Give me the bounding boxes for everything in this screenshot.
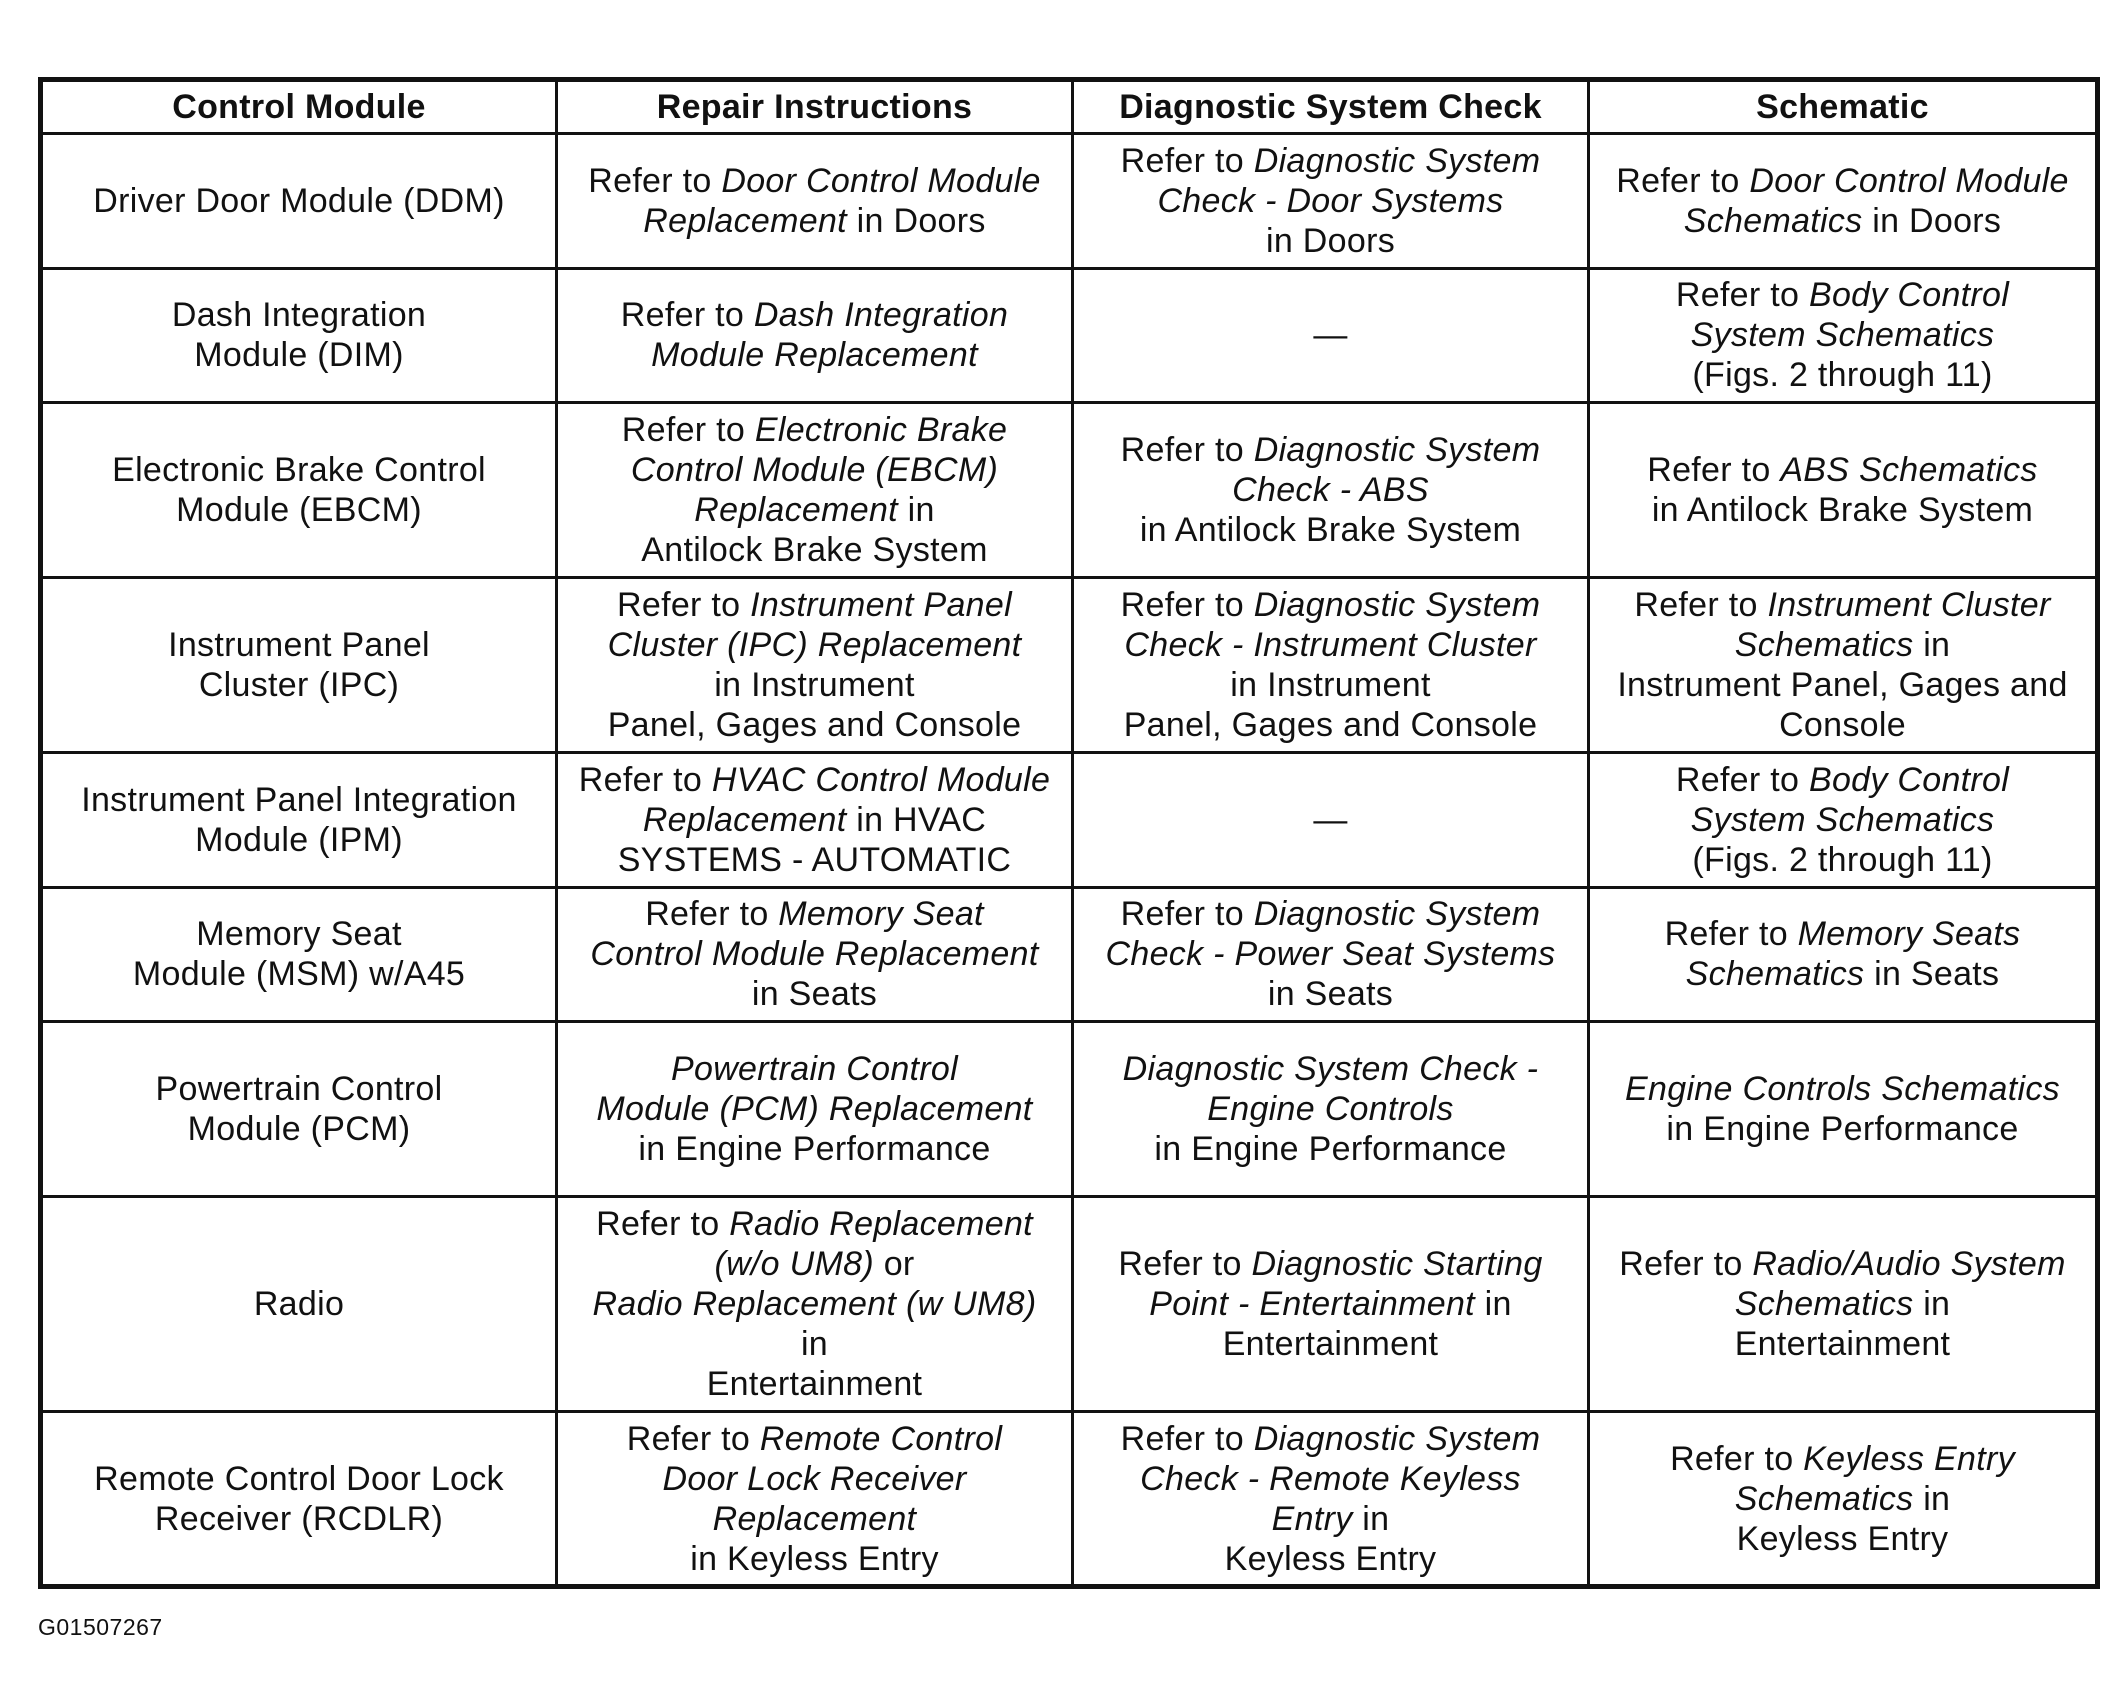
text-segment: Refer to	[1120, 141, 1254, 180]
cell-schem	[1589, 268, 2098, 403]
cell-line	[566, 1459, 1063, 1499]
header-control-module: Control Module	[41, 80, 557, 134]
cell-line	[566, 1204, 1063, 1244]
table-row	[41, 268, 2098, 403]
cell-line	[1598, 665, 2087, 705]
cell-diag	[1073, 1022, 1589, 1197]
text-segment: Refer to	[1619, 1245, 1753, 1284]
cell-line	[566, 894, 1063, 934]
cell-module	[41, 134, 557, 269]
italic-reference: Body Control	[1808, 276, 2010, 315]
text-segment: —	[1313, 316, 1348, 355]
cell-line	[1082, 221, 1579, 261]
italic-reference: Diagnostic System	[1253, 431, 1541, 470]
text-segment: Refer to	[1118, 1245, 1252, 1284]
text-segment: Refer to	[1120, 431, 1254, 470]
italic-reference: Diagnostic System Check -	[1122, 1050, 1539, 1089]
cell-line	[1598, 840, 2087, 880]
italic-reference: Check - Instrument Cluster	[1124, 626, 1537, 665]
table-row	[41, 1197, 2098, 1412]
cell-line: Radio	[253, 1285, 345, 1324]
header-schematic: Schematic	[1589, 80, 2098, 134]
cell-repair	[557, 1197, 1073, 1412]
cell-module	[41, 752, 557, 887]
italic-reference: (w/o UM8)	[714, 1245, 874, 1284]
cell-line: Cluster (IPC)	[198, 666, 400, 705]
cell-line	[566, 1324, 1063, 1364]
cell-line	[1598, 1284, 2087, 1324]
cell-line: Driver Door Module (DDM)	[93, 181, 505, 220]
text-segment: in	[1913, 1285, 1951, 1324]
text-segment: Refer to	[617, 586, 751, 625]
cell-repair	[557, 403, 1073, 578]
text-segment: Refer to	[1675, 276, 1809, 315]
text-segment: in Seats	[1267, 975, 1394, 1014]
text-segment: Keyless Entry	[1224, 1539, 1437, 1578]
cell-line	[566, 490, 1063, 530]
italic-reference: Memory Seats	[1797, 915, 2021, 954]
text-segment: in HVAC	[846, 800, 987, 839]
cell-line	[1082, 1324, 1579, 1364]
italic-reference: Dash Integration	[753, 296, 1009, 335]
text-segment: Refer to	[1634, 586, 1768, 625]
text-segment: Entertainment	[1222, 1325, 1439, 1364]
cell-repair	[557, 578, 1073, 753]
italic-reference: Diagnostic System	[1253, 586, 1541, 625]
cell-line	[566, 1089, 1063, 1129]
text-segment: Entertainment	[1734, 1325, 1951, 1364]
italic-reference: Door Control Module	[1749, 161, 2069, 200]
text-segment: in	[1913, 1479, 1951, 1518]
cell-line	[1082, 974, 1579, 1014]
italic-reference: Engine Controls Schematics	[1625, 1070, 2060, 1109]
cell-line	[566, 530, 1063, 570]
cell-line	[566, 705, 1063, 745]
cell-diag	[1073, 403, 1589, 578]
cell-schem	[1589, 403, 2098, 578]
text-segment: Antilock Brake System	[641, 531, 988, 570]
cell-line	[1082, 470, 1579, 510]
text-segment: Panel, Gages and Console	[607, 706, 1022, 745]
text-segment: in Keyless Entry	[690, 1539, 939, 1578]
table-row	[41, 887, 2098, 1022]
cell-line	[566, 585, 1063, 625]
cell-line	[566, 760, 1063, 800]
italic-reference: Schematics	[1734, 1285, 1914, 1324]
cell-line	[566, 840, 1063, 880]
cell-repair	[557, 1412, 1073, 1587]
cell-line: Module (PCM)	[187, 1110, 411, 1149]
text-segment: Refer to	[1120, 1419, 1254, 1458]
cell-schem	[1589, 134, 2098, 269]
text-segment: in Engine Performance	[638, 1130, 991, 1169]
cell-line	[566, 161, 1063, 201]
cell-line	[566, 295, 1063, 335]
cell-line	[1598, 1244, 2087, 1284]
cell-line	[1082, 934, 1579, 974]
header-diagnostic-system-check: Diagnostic System Check	[1073, 80, 1589, 134]
cell-line: Module (IPM)	[195, 820, 403, 859]
cell-line	[566, 1364, 1063, 1404]
cell-line	[1082, 1284, 1579, 1324]
cell-line	[1082, 1459, 1579, 1499]
cell-line: Memory Seat	[196, 915, 402, 954]
text-segment: in Doors	[1862, 201, 2002, 240]
italic-reference: Diagnostic Starting	[1251, 1245, 1543, 1284]
cell-module	[41, 1022, 557, 1197]
italic-reference: Door Control Module	[721, 161, 1041, 200]
text-segment: Refer to	[626, 1419, 760, 1458]
italic-reference: Control Module (EBCM)	[630, 451, 999, 490]
italic-reference: Memory Seat	[778, 895, 984, 934]
italic-reference: ABS Schematics	[1780, 451, 2038, 490]
cell-line	[1082, 894, 1579, 934]
text-segment: in Instrument	[1230, 666, 1431, 705]
italic-reference: Check - Remote Keyless	[1140, 1459, 1521, 1498]
cell-diag	[1073, 752, 1589, 887]
cell-line	[1598, 161, 2087, 201]
text-segment: SYSTEMS - AUTOMATIC	[617, 840, 1012, 879]
module-reference-table	[38, 77, 2100, 1589]
text-segment: in Seats	[1864, 955, 2000, 994]
cell-line	[566, 974, 1063, 1014]
text-segment: Keyless Entry	[1736, 1519, 1949, 1558]
italic-reference: Radio Replacement	[729, 1205, 1033, 1244]
cell-line	[1598, 625, 2087, 665]
cell-schem	[1589, 1022, 2098, 1197]
cell-schem	[1589, 578, 2098, 753]
table-row	[41, 1412, 2098, 1587]
text-segment: Refer to	[1120, 895, 1254, 934]
italic-reference: Body Control	[1808, 760, 2010, 799]
cell-line	[566, 1419, 1063, 1459]
cell-line	[1082, 1129, 1579, 1169]
cell-line: Module (EBCM)	[176, 491, 422, 530]
italic-reference: Check - ABS	[1232, 471, 1429, 510]
italic-reference: Replacement	[643, 201, 847, 240]
cell-line	[1082, 141, 1579, 181]
italic-reference: Instrument Cluster	[1767, 586, 2051, 625]
text-segment: in Instrument	[714, 666, 915, 705]
cell-line	[1598, 490, 2087, 530]
cell-schem	[1589, 1197, 2098, 1412]
cell-line	[1598, 1479, 2087, 1519]
cell-line	[1082, 800, 1579, 840]
cell-line	[1082, 315, 1579, 355]
italic-reference: Module (PCM) Replacement	[596, 1090, 1033, 1129]
cell-line	[566, 1129, 1063, 1169]
text-segment: in Engine Performance	[1666, 1110, 2019, 1149]
cell-repair	[557, 887, 1073, 1022]
italic-reference: HVAC Control Module	[711, 760, 1051, 799]
italic-reference: Powertrain Control	[671, 1050, 958, 1089]
cell-diag	[1073, 1412, 1589, 1587]
cell-diag	[1073, 887, 1589, 1022]
text-segment: in	[897, 491, 935, 530]
italic-reference: Replacement	[642, 800, 847, 839]
italic-reference: Control Module Replacement	[590, 935, 1039, 974]
cell-line	[1598, 954, 2087, 994]
cell-line: Dash Integration	[171, 296, 427, 335]
text-segment: Refer to	[1616, 161, 1750, 200]
cell-line: Module (DIM)	[194, 336, 404, 375]
cell-line	[1082, 181, 1579, 221]
text-segment: Refer to	[1664, 915, 1798, 954]
italic-reference: Remote Control	[759, 1419, 1003, 1458]
cell-line	[566, 1244, 1063, 1284]
cell-line	[1082, 585, 1579, 625]
cell-module	[41, 887, 557, 1022]
cell-diag	[1073, 1197, 1589, 1412]
italic-reference: Replacement	[694, 491, 898, 530]
cell-line	[1598, 1439, 2087, 1479]
text-segment: (Figs. 2 through 11)	[1692, 840, 1993, 879]
cell-line: Remote Control Door Lock	[94, 1459, 504, 1498]
text-segment: Refer to	[578, 760, 712, 799]
cell-module	[41, 1197, 557, 1412]
cell-line: Receiver (RCDLR)	[154, 1499, 444, 1538]
cell-line	[1598, 1109, 2087, 1149]
text-segment: in	[1352, 1499, 1390, 1538]
text-segment: in Antilock Brake System	[1139, 511, 1522, 550]
cell-line	[1598, 705, 2087, 745]
cell-diag	[1073, 578, 1589, 753]
cell-line	[566, 1049, 1063, 1089]
cell-line	[1598, 315, 2087, 355]
cell-repair	[557, 1022, 1073, 1197]
cell-line: Electronic Brake Control	[112, 451, 486, 490]
cell-line	[566, 934, 1063, 974]
italic-reference: Radio Replacement (w UM8)	[592, 1285, 1037, 1324]
cell-line	[1598, 355, 2087, 395]
cell-line	[1598, 585, 2087, 625]
italic-reference: Door Lock Receiver	[662, 1459, 967, 1498]
cell-line	[1598, 450, 2087, 490]
text-segment: in	[800, 1325, 829, 1364]
cell-line	[1082, 1049, 1579, 1089]
italic-reference: System Schematics	[1690, 316, 1995, 355]
text-segment: in Seats	[751, 975, 878, 1014]
table-row	[41, 1022, 2098, 1197]
table-row	[41, 578, 2098, 753]
cell-line	[1082, 1244, 1579, 1284]
cell-line	[1598, 760, 2087, 800]
cell-line	[566, 1539, 1063, 1579]
cell-repair	[557, 134, 1073, 269]
italic-reference: Module Replacement	[651, 336, 978, 375]
italic-reference: Entry	[1271, 1499, 1353, 1538]
cell-line	[566, 335, 1063, 375]
cell-repair	[557, 268, 1073, 403]
text-segment: —	[1313, 800, 1348, 839]
text-segment: or	[873, 1245, 915, 1284]
cell-line	[1082, 1539, 1579, 1579]
italic-reference: Instrument Panel	[750, 586, 1012, 625]
cell-line	[566, 1499, 1063, 1539]
italic-reference: Point - Entertainment	[1149, 1285, 1475, 1324]
table-header-row	[41, 80, 2098, 134]
header-repair-instructions: Repair Instructions	[557, 80, 1073, 134]
text-segment: Refer to	[1675, 760, 1809, 799]
text-segment: in	[1474, 1285, 1512, 1324]
cell-repair	[557, 752, 1073, 887]
italic-reference: Check - Power Seat Systems	[1105, 935, 1556, 974]
cell-line: Module (MSM) w/A45	[132, 955, 466, 994]
cell-line	[1082, 705, 1579, 745]
italic-reference: Engine Controls	[1207, 1090, 1454, 1129]
cell-diag	[1073, 268, 1589, 403]
cell-module	[41, 268, 557, 403]
cell-line	[1082, 1419, 1579, 1459]
text-segment: Refer to	[621, 411, 755, 450]
cell-line	[1598, 1519, 2087, 1559]
cell-line	[1598, 201, 2087, 241]
text-segment: Refer to	[645, 895, 779, 934]
figure-id: G01507267	[38, 1614, 163, 1640]
italic-reference: Diagnostic System	[1253, 1419, 1541, 1458]
text-segment: Entertainment	[706, 1365, 923, 1404]
italic-reference: Electronic Brake	[754, 411, 1008, 450]
text-segment: in Doors	[846, 201, 986, 240]
cell-line	[1082, 510, 1579, 550]
cell-line	[566, 625, 1063, 665]
italic-reference: Replacement	[712, 1499, 917, 1538]
cell-module	[41, 403, 557, 578]
cell-line	[1082, 1089, 1579, 1129]
cell-line	[566, 450, 1063, 490]
italic-reference: Schematics	[1683, 201, 1863, 240]
text-segment: Refer to	[596, 1205, 730, 1244]
cell-schem	[1589, 887, 2098, 1022]
cell-line	[566, 665, 1063, 705]
cell-line	[566, 1284, 1063, 1324]
text-segment: Refer to	[1670, 1439, 1804, 1478]
table-body	[41, 134, 2098, 1587]
text-segment: in Antilock Brake System	[1651, 491, 2034, 530]
italic-reference: Schematics	[1685, 955, 1865, 994]
italic-reference: Check - Door Systems	[1157, 181, 1504, 220]
table-row	[41, 403, 2098, 578]
cell-line	[1598, 1069, 2087, 1109]
italic-reference: System Schematics	[1690, 800, 1995, 839]
cell-line: Instrument Panel	[168, 626, 430, 665]
cell-line	[566, 800, 1063, 840]
cell-diag	[1073, 134, 1589, 269]
text-segment: in Engine Performance	[1154, 1130, 1507, 1169]
text-segment: Console	[1779, 706, 1906, 745]
italic-reference: Keyless Entry	[1803, 1439, 2015, 1478]
cell-module	[41, 578, 557, 753]
text-segment: Instrument Panel, Gages and	[1617, 666, 2068, 705]
text-segment: (Figs. 2 through 11)	[1692, 356, 1993, 395]
text-segment: Refer to	[1647, 451, 1781, 490]
text-segment: Refer to	[620, 296, 754, 335]
cell-line	[1082, 1499, 1579, 1539]
cell-module	[41, 1412, 557, 1587]
text-segment: in Doors	[1265, 221, 1395, 260]
cell-line: Powertrain Control	[155, 1070, 443, 1109]
italic-reference: Diagnostic System	[1253, 895, 1541, 934]
italic-reference: Schematics	[1734, 626, 1914, 665]
cell-line	[1082, 665, 1579, 705]
table-row	[41, 134, 2098, 269]
cell-line	[1598, 1324, 2087, 1364]
italic-reference: Schematics	[1734, 1479, 1914, 1518]
table-row	[41, 752, 2098, 887]
italic-reference: Radio/Audio System	[1752, 1245, 2066, 1284]
cell-line	[1082, 625, 1579, 665]
cell-line	[1598, 800, 2087, 840]
cell-line	[566, 201, 1063, 241]
cell-schem	[1589, 752, 2098, 887]
italic-reference: Cluster (IPC) Replacement	[607, 626, 1022, 665]
text-segment: in	[1913, 626, 1951, 665]
italic-reference: Diagnostic System	[1253, 141, 1541, 180]
text-segment: Panel, Gages and Console	[1123, 706, 1538, 745]
text-segment: Refer to	[588, 161, 722, 200]
cell-line	[1598, 275, 2087, 315]
text-segment: Refer to	[1120, 586, 1254, 625]
cell-line	[566, 410, 1063, 450]
cell-line	[1082, 430, 1579, 470]
cell-line: Instrument Panel Integration	[81, 780, 517, 819]
cell-line	[1598, 914, 2087, 954]
cell-schem	[1589, 1412, 2098, 1587]
